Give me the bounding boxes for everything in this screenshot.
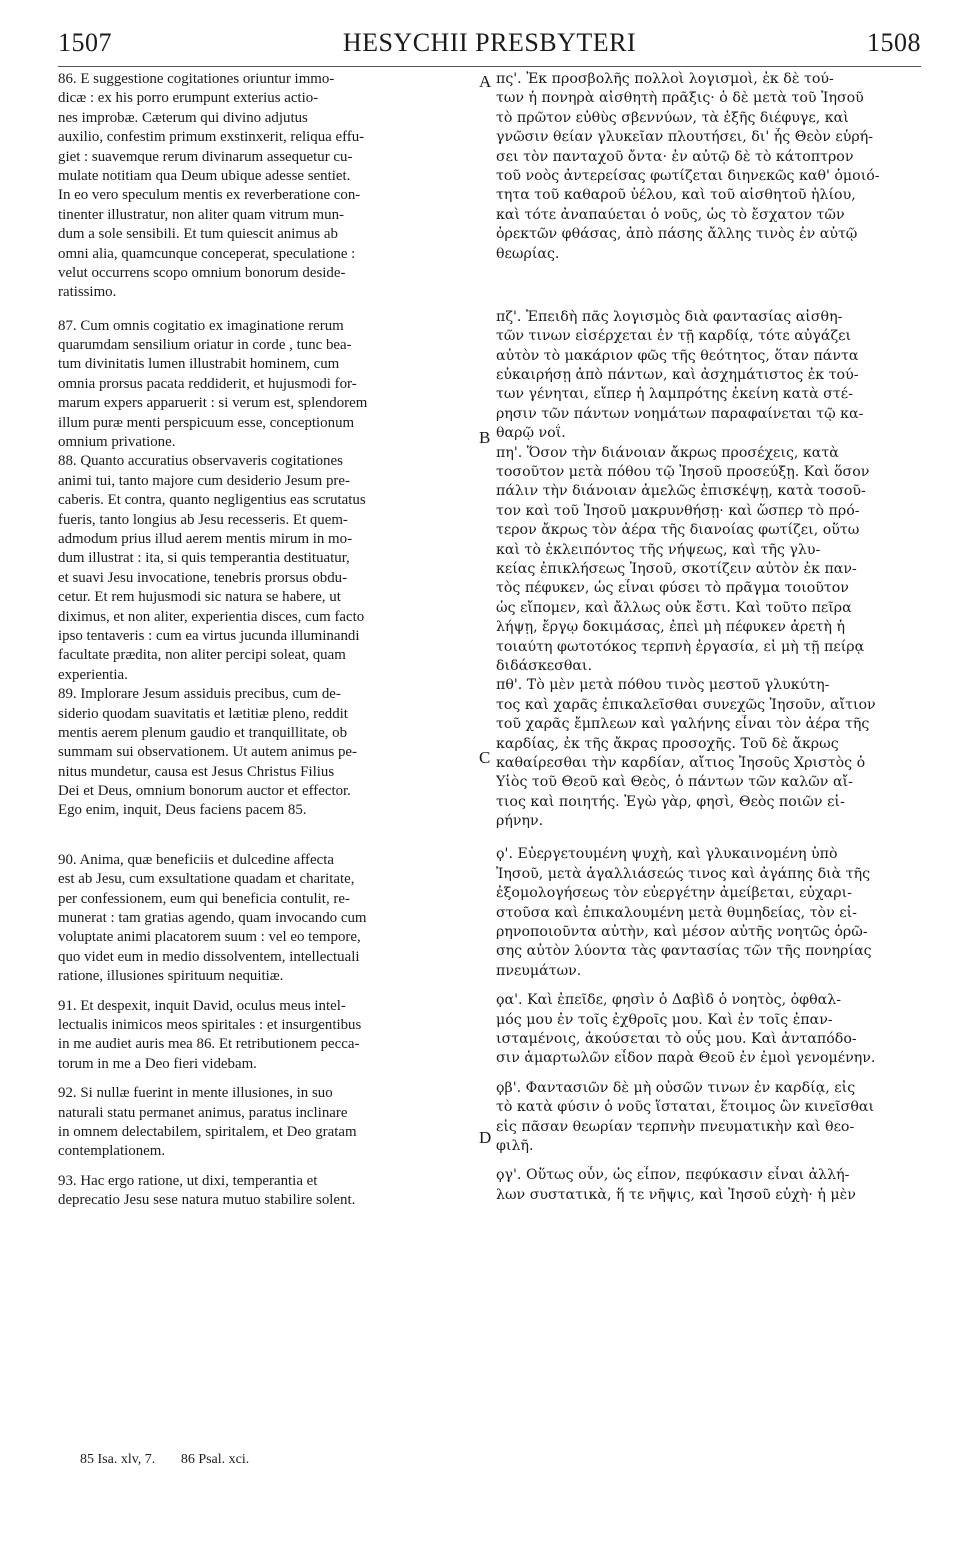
text-line: contemplationem. <box>58 1143 166 1160</box>
paragraph-gap <box>496 981 924 991</box>
text-line: summam sui observationem. Ut autem animus pe- <box>58 744 357 761</box>
text-line: per confessionem, eum qui beneficia contulit, re- <box>58 890 350 907</box>
text-line: 90. Anima, quæ beneficiis et dulcedine affecta <box>58 851 334 868</box>
text-line: 87. Cum omnis cogitatio ex imaginatione rerum <box>58 317 344 334</box>
text-line: τερον ἄκρως τὸν ἀέρα τῆς διανοίας φωτίζει, οὕτω <box>496 522 860 539</box>
text-line: ϙα'. Καὶ ἐπεῖδε, φησὶν ὁ Δαβὶδ ὁ νοητὸς, ὀφθαλ- <box>496 992 842 1009</box>
text-line: Dei et Deus, omnium bonorum auctor et effector. <box>58 783 351 800</box>
text-line: εὐκαιρήσῃ ἀπὸ πάντων, καὶ ἀσχημάτιστος ἐκ τού- <box>496 367 859 384</box>
text-line: διδάσκεσθαι. <box>496 657 593 674</box>
text-line: σης αὐτὸν λύοντα τὰς φαντασίας τῶν τῆς πονηρίας <box>496 943 872 960</box>
text-line: 88. Quanto accuratius observaveris cogitationes <box>58 453 343 470</box>
text-line: in me audiet auris mea 86. Et retributionem pecca- <box>58 1036 360 1053</box>
paragraph-gap <box>58 821 474 851</box>
greek-column <box>496 70 924 1205</box>
text-line: auxilio, confestim primum exstinxerit, reliqua effu- <box>58 129 365 146</box>
text-line: et suavi Jesu invocatione, tenebris prorsus obdu- <box>58 569 348 586</box>
text-line: dicæ : ex his porro erumpunt exterius actio- <box>58 90 319 107</box>
text-line: ϙ'. Εὐεργετουμένη ψυχὴ, καὶ γλυκαινομένη ὑπὸ <box>496 846 838 863</box>
text-line: torum in me a Deo fieri videbam. <box>58 1055 257 1072</box>
running-title: HESYCHII PRESBYTERI <box>342 28 637 57</box>
text-line: πνευμάτων. <box>496 962 582 979</box>
text-line: diximus, et non aliter, experientia disces, cum facto <box>58 608 365 625</box>
text-line: πάλιν τὴν διάνοιαν ἀμελῶς ἐπισκέψῃ, κατὰ τοσοῦ- <box>496 483 866 500</box>
text-line: των ἡ πονηρὰ αἰσθητὴ πρᾶξις· ὁ δὲ μετὰ τοῦ Ἰησοῦ <box>496 90 864 107</box>
text-line: 86. E suggestione cogitationes oriuntur immo- <box>58 71 335 87</box>
text-line: κείας ἐπικλήσεως Ἰησοῦ, σκοτίζειν αὐτὸν ἐκ παν- <box>496 560 857 577</box>
paragraph-gap <box>58 1162 474 1172</box>
text-line: θεωρίας. <box>496 245 560 262</box>
footnote-85: 85 Isa. xlv, 7. <box>80 1452 156 1467</box>
text-line: λων συστατικὰ, ἥ τε νῆψις, καὶ Ἰησοῦ εὐχὴ· ἡ μὲν <box>496 1186 856 1203</box>
text-line: voluptate animi placatorem suum : vel eo tempore, <box>58 929 361 946</box>
text-line: nitus mundetur, causa est Jesus Christus Filius <box>58 763 335 780</box>
text-line: ϙγ'. Οὕτως οὖν, ὡς εἶπον, πεφύκασιν εἶναι ἀλλή- <box>496 1167 850 1184</box>
page-number-left: 1507 <box>58 28 112 57</box>
text-line: nes improbæ. Cæterum qui divino adjutus <box>58 109 308 126</box>
text-line: εἰς πᾶσαν θεωρίαν τερπνὴν πνευματικὴν καὶ θεο- <box>496 1118 855 1135</box>
paragraph-gap <box>496 1069 924 1079</box>
text-line: φιλῆ. <box>496 1137 534 1154</box>
text-line: τητα τοῦ καθαροῦ ὑέλου, καὶ τοῦ αἰσθητοῦ ἡλίου, <box>496 187 856 204</box>
text-line: omni alia, quamcunque conceperat, speculatione : <box>58 245 356 262</box>
text-line: ratissimo. <box>58 284 117 301</box>
header-rule <box>58 66 921 67</box>
text-line: dum a sole sensibili. Et tum quiescit animus ab <box>58 226 338 243</box>
page-header <box>58 28 921 62</box>
page-number-right: 1508 <box>867 28 921 57</box>
text-line: mulate notitiam qua Deum ubique adesse sentiet. <box>58 167 351 184</box>
text-line: ipso tentaveris : cum ea virtus jucunda illuminandi <box>58 627 360 644</box>
paragraph-gap <box>496 264 924 294</box>
text-line: ρησιν τῶν πάντων νοημάτων παραφαίνεται τῷ κα- <box>496 405 864 422</box>
text-line: naturali statu permanet animus, paratus inclinare <box>58 1104 348 1121</box>
text-line: tum divinitatis lumen illustrabit hominem, cum <box>58 356 340 373</box>
text-line: cetur. Et rem hujusmodi sic natura se habere, ut <box>58 589 341 606</box>
text-line: Υἱὸς τοῦ Θεοῦ καὶ Θεὸς, ὁ πάντων τῶν καλῶν αἴ- <box>496 774 853 791</box>
margin-marker-a: A <box>479 72 492 91</box>
text-line: admodum prius illud aerem mentis mirum in mo- <box>58 530 353 547</box>
paragraph-gap <box>496 1156 924 1166</box>
text-line: munerat : tam gratias agendo, quam invocando cum <box>58 910 367 927</box>
text-line: μός μου ἐν τοῖς ἐχθροῖς μου. Καὶ ἐν τοῖς ἐπαν- <box>496 1011 833 1028</box>
text-line: τος καὶ χαρᾶς ἐπικαλεῖσθαι συνεχῶς Ἰησοῦν, αἴτιον <box>496 696 876 713</box>
text-line: marum expers apparuerit : si verum est, splendorem <box>58 395 368 412</box>
text-line: dum illustrat : ita, si quis temperantia destituatur, <box>58 550 350 567</box>
text-line: λήψῃ, ἔργῳ δοκιμάσας, ἐπεὶ μὴ πέφυκεν ἀρετὴ ἡ <box>496 619 846 636</box>
text-line: τοῦ χαρᾶς ἔμπλεων καὶ γαλήνης εἶναι τὸν ἀέρα τῆς <box>496 716 870 733</box>
paragraph-gap <box>58 303 474 317</box>
text-line: τὸ πρῶτον εὐθὺς σβεννύων, τὰ ἐξῆς διέφυγε, καὶ <box>496 109 849 126</box>
text-line: πς'. Ἐκ προσβολῆς πολλοὶ λογισμοὶ, ἐκ δὲ τού- <box>496 71 834 87</box>
text-line: καὶ τὸ ἐκλειπόντος τῆς νήψεως, καὶ τῆς γλυ- <box>496 541 821 558</box>
text-line: quarumdam sensilium oriatur in corde , tunc bea- <box>58 337 352 354</box>
text-line: omnia prorsus pacata reddiderit, et hujusmodi for- <box>58 375 357 392</box>
margin-marker-c: C <box>479 748 491 767</box>
text-line: καθαίρεσθαι τὴν καρδίαν, αἴτιος Ἰησοῦς Χριστὸς ὁ <box>496 754 866 771</box>
text-line: σει τὸν πανταχοῦ ὄντα· ἐν αὐτῷ δὲ τὸ κάτοπτρον <box>496 148 854 165</box>
footnotes <box>80 1452 271 1468</box>
text-line: giet : suavemque rerum divinarum assequetur cu- <box>58 148 353 165</box>
text-line: experientia. <box>58 666 128 683</box>
text-line: est ab Jesu, cum exsultatione quadam et charitate, <box>58 871 355 888</box>
text-line: Ἰησοῦ, μετὰ ἀγαλλιάσεώς τινος καὶ ἀγάπης διὰ τῆς <box>496 865 871 882</box>
text-line: των γένηται, εἴπερ ἡ λαμπρότης ἐκείνη κατὰ στέ- <box>496 386 853 403</box>
text-line: 89. Implorare Jesum assiduis precibus, cum de- <box>58 686 341 703</box>
footnote-86: 86 Psal. xci. <box>180 1452 250 1467</box>
text-line: τοσοῦτον μετὰ πόθου τῷ Ἰησοῦ προσεύξῃ. Καὶ ὅσον <box>496 464 870 481</box>
text-line: ϙβ'. Φαντασιῶν δὲ μὴ οὐσῶν τινων ἐν καρδίᾳ, εἰς <box>496 1079 856 1096</box>
text-line: tinenter illustratur, non aliter quam vitrum mun- <box>58 206 344 223</box>
text-line: ratione, illusiones spirituum nequitiæ. <box>58 968 284 985</box>
text-line: αὐτὸν τὸ μακάριον φῶς τῆς θεότητος, ὅταν πάντα <box>496 347 859 364</box>
text-line: 91. Et despexit, inquit David, oculus meus intel- <box>58 997 346 1014</box>
text-line: illum puræ menti perspicuum esse, conceptionum <box>58 414 355 431</box>
text-line: caberis. Et contra, quanto negligentius eas scrutatus <box>58 492 366 509</box>
text-line: γνῶσιν θείαν γλυκεῖαν πλουτήσει, δι' ἧς Θεὸν εὑρή- <box>496 129 874 146</box>
text-line: σιν ἁμαρτωλῶν εἶδον παρὰ Θεοῦ ἐν ἐμοὶ γενομένην. <box>496 1050 876 1067</box>
text-line: ρήνην. <box>496 813 544 830</box>
text-line: facultate prædita, non aliter percipi soleat, quam <box>58 647 346 664</box>
text-line: τὸ κατὰ φύσιν ὁ νοῦς ἵσταται, ἕτοιμος ὢν κινεῖσθαι <box>496 1099 875 1116</box>
text-line: 93. Hac ergo ratione, ut dixi, temperantia et <box>58 1172 318 1189</box>
paragraph-gap <box>58 1074 474 1084</box>
text-line: omnium privatione. <box>58 434 176 451</box>
paragraph-gap <box>496 831 924 845</box>
text-line: deprecatio Jesu sese natura mutuo stabilire solent. <box>58 1192 356 1209</box>
paragraph-gap <box>496 294 924 308</box>
text-line: καὶ τότε ἀναπαύεται ὁ νοῦς, ὡς τὸ ἔσχατον τῶν <box>496 206 845 223</box>
text-line: τὸς πέφυκεν, ὡς εἶναι φύσει τὸ πρᾶγμα τοιοῦτον <box>496 580 849 597</box>
text-line: animi tui, tanto majore cum desiderio Jesum pre- <box>58 472 350 489</box>
text-line: quo videt eum in medio dissolventem, intellectuali <box>58 948 360 965</box>
text-line: τον καὶ τοῦ Ἰησοῦ μακρυνθήσῃ· καὶ ὥσπερ τὸ πρό- <box>496 502 860 519</box>
text-line: mentis aerem plenum gaudio et tranquillitate, ob <box>58 724 348 741</box>
text-line: ρηνοποιοῦντα αὐτὴν, καὶ μέσον αὐτῆς νοητῶς ὁρῶ- <box>496 924 868 941</box>
text-line: θαρῷ νοΐ. <box>496 425 566 442</box>
text-line: In eo vero speculum mentis ex reverberatione con- <box>58 187 361 204</box>
latin-column <box>58 70 474 1210</box>
text-line: καρδίας, ἐκ τῆς ἄκρας προσοχῆς. Τοῦ δὲ ἄκρως <box>496 735 839 752</box>
text-line: siderio quodam suavitatis et lætitiæ pleno, reddit <box>58 705 348 722</box>
text-line: πη'. Ὅσον τὴν διάνοιαν ἄκρως προσέχεις, κατὰ <box>496 444 839 461</box>
text-line: τοῦ νοὸς ἀντερείσας φωτίζεται διηνεκῶς καθ' ὁμοιό- <box>496 167 880 184</box>
text-line: 92. Si nullæ fuerint in mente illusiones, in suo <box>58 1085 333 1102</box>
text-line: πζ'. Ἐπειδὴ πᾶς λογισμὸς διὰ φαντασίας αἰσθη- <box>496 308 843 325</box>
text-line: ὀρεκτῶν φθάσας, ἀπὸ πάσης ἄλλης τινὸς ἐν αὐτῷ <box>496 226 858 243</box>
text-line: in omnem delectabilem, spiritalem, et Deo gratam <box>58 1123 357 1140</box>
text-line: τοιαύτη φωτοτόκος τερπνὴ ἐργασία, εἰ μὴ τῇ πείρᾳ <box>496 638 865 655</box>
margin-marker-b: B <box>479 428 491 447</box>
margin-marker-d: D <box>479 1128 492 1147</box>
text-line: velut occurrens scopo omnium bonorum deside- <box>58 264 346 281</box>
paragraph-gap <box>58 987 474 997</box>
text-line: ἐξομολογήσεως τὸν εὐεργέτην ἀμείβεται, εὐχαρι- <box>496 885 852 902</box>
text-line: lectualis inimicos meos spiritales : et insurgentibus <box>58 1016 362 1033</box>
text-line: fueris, tanto longius ab Jesu recesseris. Et quem- <box>58 511 348 528</box>
text-line: πθ'. Τὸ μὲν μετὰ πόθου τινὸς μεστοῦ γλυκύτη- <box>496 677 830 694</box>
text-line: τιος καὶ ποιητής. Ἐγὼ γὰρ, φησὶ, Θεὸς ποιῶν εἰ- <box>496 793 845 810</box>
text-line: ισταμένοις, ἀκούσεται τὸ οὖς μου. Καὶ ἀνταπόδο- <box>496 1030 857 1047</box>
text-line: τῶν τινων εἰσέρχεται ἐν τῇ καρδίᾳ, τότε αὐγάζει <box>496 328 852 345</box>
text-line: Ego enim, inquit, Deus faciens pacem 85. <box>58 802 307 819</box>
text-line: στοῦσα καὶ ἐπικαλουμένη μετὰ θυμηδείας, τὸν εἰ- <box>496 904 857 921</box>
text-line: ὡς εἴπομεν, καὶ ἄλλως οὐκ ἔστι. Καὶ τοῦτο πεῖρα <box>496 599 852 616</box>
